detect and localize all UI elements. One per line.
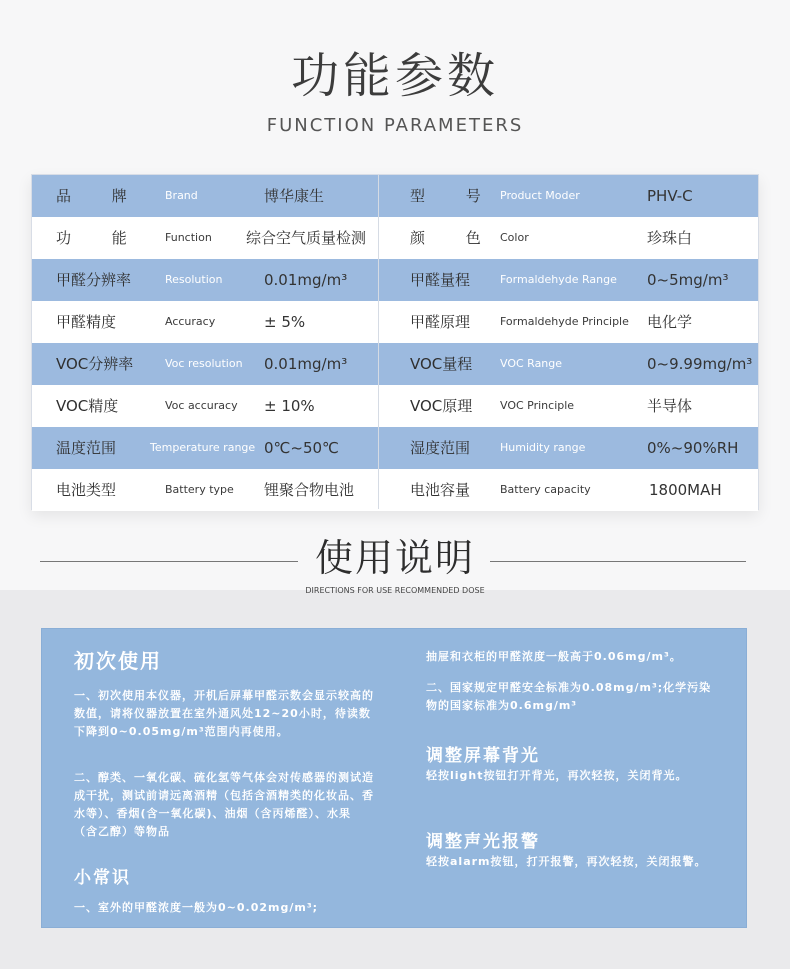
table-row bbox=[32, 469, 758, 511]
tips-text: 一、室外的甲醛浓度一般为0~0.02mg/m³; bbox=[74, 901, 319, 914]
row-label: 电池类型 bbox=[56, 481, 117, 499]
table-row bbox=[32, 259, 758, 301]
row-label-en: Temperature range bbox=[150, 441, 256, 454]
row-label-en: Voc resolution bbox=[165, 357, 243, 370]
row-label-en: Humidity range bbox=[500, 441, 586, 454]
row-value: 博华康生 bbox=[264, 187, 325, 205]
row-label: VOC分辨率 bbox=[56, 355, 134, 373]
row-label: VOC量程 bbox=[410, 355, 473, 373]
row-label: VOC原理 bbox=[410, 397, 473, 415]
row-value: 0~5mg/m³ bbox=[647, 271, 729, 289]
usage-panel bbox=[41, 628, 747, 928]
row-value: 0%~90%RH bbox=[647, 439, 739, 457]
row-label-en: VOC Range bbox=[500, 357, 563, 370]
page-title: 功能参数 bbox=[290, 48, 499, 104]
page-header bbox=[0, 46, 790, 136]
first-use-step-1: 一、初次使用本仪器，开机后屏幕甲醛示数会显示较高的数值，请将仪器放置在室外通风处12~20小时，待读数下降到0~0.05mg/m³范围内再使用。 bbox=[74, 689, 374, 738]
row-value: 0℃~50℃ bbox=[264, 439, 339, 457]
row-label-en: Product Moder bbox=[500, 189, 580, 202]
row-label-en: Resolution bbox=[165, 273, 223, 286]
row-value: ± 5% bbox=[264, 313, 306, 331]
row-label: 温度范围 bbox=[56, 439, 117, 457]
row-label: VOC精度 bbox=[56, 397, 119, 415]
usage-title: 使用说明 bbox=[314, 536, 475, 580]
row-label-en: Color bbox=[500, 231, 529, 244]
backlight-title: 调整屏幕背光 bbox=[426, 746, 540, 766]
row-label: 甲醛原理 bbox=[410, 313, 471, 331]
tips-title: 小常识 bbox=[74, 868, 131, 888]
tips-text-cont: 抽屉和衣柜的甲醛浓度一般高于0.06mg/m³。 bbox=[426, 650, 682, 663]
row-label: 功 能 bbox=[56, 229, 145, 247]
row-label: 型 号 bbox=[410, 187, 499, 205]
row-label-en: Voc accuracy bbox=[165, 399, 238, 412]
table-row bbox=[32, 427, 758, 469]
row-label: 品 牌 bbox=[56, 187, 145, 205]
row-value: 电化学 bbox=[647, 313, 693, 331]
row-label-en: Brand bbox=[165, 189, 198, 202]
alarm-text: 轻按alarm按钮，打开报警，再次轻按，关闭报警。 bbox=[426, 855, 707, 868]
row-value: PHV-C bbox=[647, 187, 693, 205]
page-subtitle: FUNCTION PARAMETERS bbox=[266, 115, 524, 136]
row-label-en: Formaldehyde Principle bbox=[500, 315, 629, 328]
first-use-title: 初次使用 bbox=[74, 649, 162, 673]
usage-subtitle: DIRECTIONS FOR USE RECOMMENDED DOSE bbox=[305, 586, 485, 595]
table-row bbox=[32, 175, 758, 217]
row-label: 甲醛精度 bbox=[56, 313, 117, 331]
row-value: 0.01mg/m³ bbox=[264, 271, 348, 289]
row-label: 电池容量 bbox=[410, 481, 471, 499]
row-value: 珍珠白 bbox=[647, 229, 693, 247]
row-label-en: Battery type bbox=[165, 483, 234, 496]
row-label-en: Accuracy bbox=[165, 315, 216, 328]
row-value: 0~9.99mg/m³ bbox=[647, 355, 753, 373]
table-row bbox=[32, 301, 758, 343]
row-value: 半导体 bbox=[647, 397, 693, 415]
row-value: 锂聚合物电池 bbox=[264, 481, 355, 499]
row-label: 甲醛量程 bbox=[410, 271, 471, 289]
row-value: 1800MAH bbox=[649, 481, 722, 499]
row-label: 湿度范围 bbox=[410, 439, 471, 457]
column-divider bbox=[378, 175, 379, 509]
table-row bbox=[32, 343, 758, 385]
table-row bbox=[32, 217, 758, 259]
row-label: 甲醛分辨率 bbox=[56, 271, 132, 289]
parameters-table bbox=[31, 174, 759, 510]
first-use-step-2: 二、醇类、一氧化碳、硫化氢等气体会对传感器的测试造成干扰，测试前请远离酒精（包括含酒精类的化妆品、香水等）、香烟(含一氧化碳)、油烟（含丙烯醛）、水果（含乙醇）等物品 bbox=[74, 771, 374, 838]
row-value: 0.01mg/m³ bbox=[264, 355, 348, 373]
row-value: 综合空气质量检测 bbox=[246, 229, 367, 247]
usage-heading bbox=[0, 534, 790, 595]
row-label-en: VOC Principle bbox=[500, 399, 575, 412]
tips-text-2: 二、国家规定甲醛安全标准为0.08mg/m³;化学污染物的国家标准为0.6mg/m³ bbox=[426, 681, 712, 712]
backlight-text: 轻按light按钮打开背光，再次轻按，关闭背光。 bbox=[426, 769, 688, 782]
row-label-en: Formaldehyde Range bbox=[500, 273, 617, 286]
table-row bbox=[32, 385, 758, 427]
row-value: ± 10% bbox=[264, 397, 315, 415]
alarm-title: 调整声光报警 bbox=[426, 832, 540, 852]
row-label: 颜 色 bbox=[410, 229, 499, 247]
row-label-en: Function bbox=[165, 231, 212, 244]
row-label-en: Battery capacity bbox=[500, 483, 591, 496]
